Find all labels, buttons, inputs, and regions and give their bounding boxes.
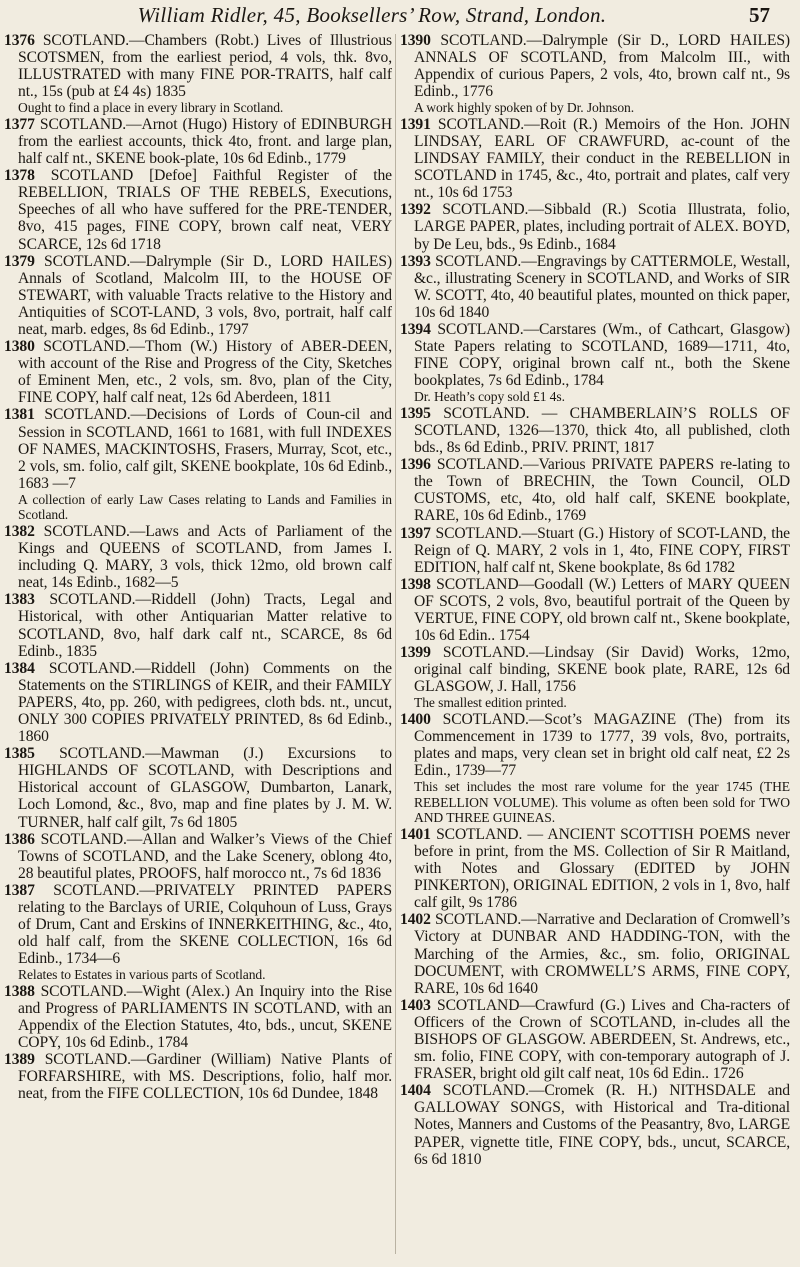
lot-number: 1382 bbox=[4, 522, 35, 540]
lot-number: 1397 bbox=[400, 524, 431, 542]
entry-note: Ought to find a place in every library in Scotland. bbox=[18, 100, 284, 116]
catalogue-entry bbox=[400, 711, 790, 779]
entry-description: SCOTLAND.—Narrative and Declaration of Cromwell’s Victory at DUNBAR AND HADDING-TON, with the Marching of the Armies, &c., sm. folio, ORIGINAL DOCUMENT, with CROMWELL’S ARMS, FINE COPY, RARE, 10s 6d 1640 bbox=[414, 911, 790, 997]
entry-description: SCOTLAND.—Riddell (John) Tracts, Legal and Historical, with other Antiquarian Matter relative to SCOTLAND, 8vo, half dark calf nt., SCARCE, 8s 6d Edinb., 1835 bbox=[18, 591, 392, 660]
entry-description: SCOTLAND.—Arnot (Hugo) History of EDINBURGH from the earliest accounts, thick 4to, front. and large plan, half calf nt., SKENE book-plate, 10s 6d Edinb., 1779 bbox=[18, 115, 392, 168]
catalogue-entry bbox=[400, 201, 790, 252]
entry-note: Dr. Heath’s copy sold £1 4s. bbox=[414, 389, 565, 405]
lot-number: 1401 bbox=[400, 825, 431, 843]
page-number: 57 bbox=[749, 3, 770, 27]
column-divider bbox=[395, 34, 396, 1254]
catalogue-entry bbox=[4, 831, 392, 882]
lot-number: 1392 bbox=[400, 201, 431, 219]
catalogue-entry bbox=[400, 1082, 790, 1167]
entry-description: SCOTLAND.—Wight (Alex.) An Inquiry into the Rise and Progress of PARLIAMENTS IN SCOTLAND, with an Appendix of the Election Statutes, 4to, bds., uncut, SKENE COPY, 10s 6d Edinb., 1784 bbox=[18, 982, 392, 1052]
catalogue-entry bbox=[400, 32, 790, 100]
catalogue-entry bbox=[400, 576, 790, 644]
entry-description: SCOTLAND.—Mawman (J.) Excursions to HIGHLANDS OF SCOTLAND, with Descriptions and Historical account of GLASGOW, Dumbarton, Lanark, Loch Lomond, &c., 8vo, map and fine plates by J. M. W. TURNER, half calf gilt, 7s 6d 1805 bbox=[18, 745, 392, 831]
lot-number: 1380 bbox=[4, 338, 35, 356]
entry-note: A work highly spoken of by Dr. Johnson. bbox=[414, 100, 635, 116]
lot-number: 1394 bbox=[400, 321, 431, 338]
catalogue-entry bbox=[400, 911, 790, 996]
entry-description: SCOTLAND.—Lindsay (Sir David) Works, 12mo, original calf binding, SKENE book plate, RARE, 12s 6d GLASGOW, J. Hall, 1756 bbox=[414, 644, 790, 696]
right-column bbox=[400, 32, 790, 1258]
lot-number: 1402 bbox=[400, 911, 431, 929]
lot-number: 1381 bbox=[4, 406, 35, 424]
entry-description: SCOTLAND.—Decisions of Lords of Coun-cil and Session in SCOTLAND, 1661 to 1681, with full INDEXES OF NAMES, MACKINTOSHS, Frasers, Murray, Scot, etc., 2 vols, sm. folio, calf gilt, SKENE bookplate, 10s 6d Edinb., 1683 —7 bbox=[18, 406, 392, 492]
catalogue-entry bbox=[4, 660, 392, 745]
running-head-title: William Ridler, 45, Booksellers’ Row, Strand, London. bbox=[137, 3, 607, 27]
lot-number: 1398 bbox=[400, 575, 431, 593]
entry-description: SCOTLAND.—Cromek (R. H.) NITHSDALE and GALLOWAY SONGS, with Historical and Tra-ditional Notes, Manners and Customs of the Peasantry, 8vo, LARGE PAPER, vignette title, FINE COPY, bds., uncut, SCARCE, 6s 6d 1810 bbox=[414, 1082, 790, 1168]
catalogue-entry bbox=[4, 253, 392, 338]
entry-description: SCOTLAND.—Roit (R.) Memoirs of the Hon. JOHN LINDSAY, EARL OF CRAWFURD, ac-count of the LINDSAY FAMILY, their conduct in the REBELLION in SCOTLAND in 1745, &c., 4to, portrait and plates, calf very nt., 10s 6d 1753 bbox=[414, 115, 790, 202]
lot-number: 1395 bbox=[400, 404, 431, 422]
entry-description: SCOTLAND. — ANCIENT SCOTTISH POEMS never before in print, from the MS. Collection of Sir R Maitland, with Notes and Glossary (EDITED by JOHN PINKERTON), ORIGINAL EDITION, 2 vols in 1, 8vo, half calf gilt, 9s 1786 bbox=[414, 825, 790, 912]
lot-number: 1379 bbox=[4, 252, 35, 270]
lot-number: 1404 bbox=[400, 1082, 431, 1100]
entry-description: SCOTLAND.—Dalrymple (Sir D., LORD HAILES) ANNALS OF SCOTLAND, from Malcolm III., with Appendix of curious Papers, 2 vols, 4to, brown calf nt., 9s Edinb., 1776 bbox=[414, 32, 790, 101]
lot-number: 1396 bbox=[400, 456, 431, 474]
entry-description: SCOTLAND.—Riddell (John) Comments on the Statements on the STIRLINGS of KEIR, and their FAMILY PAPERS, 4to, pp. 260, with pedigrees, cloth bds. nt., uncut, ONLY 300 COPIES PRIVATELY PRINTED, 8s 6d Edinb., 1860 bbox=[18, 659, 392, 746]
catalogue-entry bbox=[400, 644, 790, 695]
catalogue-entry bbox=[400, 405, 790, 456]
entry-description: SCOTLAND.—Stuart (G.) History of SCOT-LAND, the Reign of Q. MARY, 2 vols in 1, 4to, FINE COPY, FIRST EDITION, half calf nt, Skene bookplate, 8s 6d 1782 bbox=[414, 524, 790, 576]
entry-description: SCOTLAND.—Scot’s MAGAZINE (The) from its Commencement in 1739 to 1777, 39 vols, 8vo, portraits, plates and maps, very clean set in bright old calf neat, £2 2s Edin., 1739—77 bbox=[414, 710, 790, 780]
catalogue-entry bbox=[4, 406, 392, 491]
catalogue-entry bbox=[4, 32, 392, 100]
lot-number: 1399 bbox=[400, 644, 431, 662]
catalogue-entry bbox=[400, 321, 790, 389]
catalogue-entry bbox=[400, 525, 790, 576]
entry-description: SCOTLAND.—Gardiner (William) Native Plants of FORFARSHIRE, with MS. Descriptions, folio, half mor. neat, from the FIFE COLLECTION, 10s 6d Dundee, 1848 bbox=[18, 1051, 392, 1103]
entry-description: SCOTLAND.—Various PRIVATE PAPERS re-lating to the Town of BRECHIN, the Town Council, OLD CUSTOMS, etc, 4to, old half calf, SKENE bookplate, RARE, 10s 6d Edinb., 1769 bbox=[414, 456, 790, 525]
lot-number: 1391 bbox=[400, 115, 431, 133]
lot-number: 1383 bbox=[4, 591, 35, 609]
catalogue-entry bbox=[400, 456, 790, 524]
entry-note: The smallest edition printed. bbox=[414, 695, 567, 711]
entry-note: Relates to Estates in various parts of Scotland. bbox=[18, 967, 266, 983]
entry-description: SCOTLAND.—Dalrymple (Sir D., LORD HAILES) Annals of Scotland, Malcolm III, to the HOUSE OF STEWART, with valuable Tracts relative to the History and Antiquities of SCOT-LAND, 3 vols, 8vo, portrait, half calf neat, marb. edges, 8s 6d Edinb., 1797 bbox=[18, 252, 392, 338]
entry-description: SCOTLAND—Goodall (W.) Letters of MARY QUEEN OF SCOTS, 2 vols, 8vo, beautiful portrait of the Queen by VERTUE, FINE COPY, old brown calf nt., Skene bookplate, 10s 6d Edin.. 1754 bbox=[414, 575, 790, 645]
entry-description: SCOTLAND.—Chambers (Robt.) Lives of Illustrious SCOTSMEN, from the earliest period, 4 vols, thk. 8vo, ILLUSTRATED with many FINE POR-TRAITS, half calf nt., 15s (pub at £4 4s) 1835 bbox=[18, 32, 392, 101]
entry-note: This set includes the most rare volume for the year 1745 (THE REBELLION VOLUME). This volume as often been sold for TWO AND THREE GUINEAS. bbox=[414, 779, 790, 826]
catalogue-entry bbox=[4, 116, 392, 167]
entry-description: SCOTLAND [Defoe] Faithful Register of the REBELLION, TRIALS OF THE REBELS, Executions, Speeches of all who have suffered for the PRE-TENDER, 8vo, 415 pages, FINE COPY, brown calf neat, VERY SCARCE, 12s 6d 1718 bbox=[18, 167, 392, 253]
entry-description: SCOTLAND.—Laws and Acts of Parliament of the Kings and QUEENS of SCOTLAND, from James I. including Q. MARY, 3 vols, thick 12mo, old brown calf neat, 14s Edinb., 1682—5 bbox=[18, 522, 392, 592]
catalogue-entry bbox=[4, 1051, 392, 1102]
lot-number: 1389 bbox=[4, 1051, 35, 1069]
entry-description: SCOTLAND.—Allan and Walker’s Views of the Chief Towns of SCOTLAND, and the Lake Scenery, oblong 4to, 28 beautiful plates, PROOFS, half morocco nt., 7s 6d 1836 bbox=[18, 830, 392, 882]
lot-number: 1386 bbox=[4, 830, 35, 848]
lot-number: 1388 bbox=[4, 982, 35, 1000]
catalogue-entry bbox=[400, 997, 790, 1082]
entry-description: SCOTLAND. — CHAMBERLAIN’S ROLLS OF SCOTLAND, 1326—1370, thick 4to, all published, cloth bds., 8s 6d Edinb., PRIV. PRINT, 1817 bbox=[414, 404, 790, 457]
entry-description: SCOTLAND.—PRIVATELY PRINTED PAPERS relating to the Barclays of URIE, Colquhoun of Luss, Grays of Drum, Cant and Erskins of INNERKEITHING, &c., 4to, old half calf, from the SKENE COLLECTION, 16s 6d Edinb., 1734—6 bbox=[18, 881, 392, 968]
catalogue-entry bbox=[4, 882, 392, 967]
lot-number: 1385 bbox=[4, 745, 35, 763]
lot-number: 1376 bbox=[4, 32, 35, 49]
catalogue-entry bbox=[4, 523, 392, 591]
entry-description: SCOTLAND.—Engravings by CATTERMOLE, Westall, &c., illustrating Scenery in SCOTLAND, and Works of SIR W. SCOTT, 4to, 40 beautiful plates, mounted on thick paper, 10s 6d 1840 bbox=[414, 252, 790, 321]
catalogue-entry bbox=[400, 826, 790, 911]
catalogue-entry bbox=[4, 983, 392, 1051]
entry-note: A collection of early Law Cases relating to Lands and Families in Scotland. bbox=[18, 491, 392, 523]
lot-number: 1384 bbox=[4, 659, 35, 677]
catalogue-entry bbox=[4, 167, 392, 252]
lot-number: 1387 bbox=[4, 881, 35, 899]
lot-number: 1403 bbox=[400, 996, 431, 1014]
left-column bbox=[4, 32, 392, 1258]
lot-number: 1393 bbox=[400, 252, 431, 270]
lot-number: 1390 bbox=[400, 32, 431, 49]
catalogue-entry bbox=[4, 338, 392, 406]
catalogue-entry bbox=[400, 253, 790, 321]
entry-description: SCOTLAND.—Thom (W.) History of ABER-DEEN, with account of the Rise and Progress of the City, Sketches of Eminent Men, etc., 2 vols, sm. 8vo, plan of the City, FINE COPY, half calf neat, 12s 6d Aberdeen, 1811 bbox=[18, 338, 392, 407]
catalogue-entry bbox=[4, 745, 392, 830]
entry-description: SCOTLAND.—Sibbald (R.) Scotia Illustrata, folio, LARGE PAPER, plates, including portrait of ALEX. BOYD, by De Leu, bds., 9s Edinb., 1684 bbox=[414, 201, 790, 253]
lot-number: 1377 bbox=[4, 115, 35, 133]
running-head bbox=[0, 2, 800, 30]
catalogue-entry bbox=[4, 591, 392, 659]
lot-number: 1400 bbox=[400, 710, 431, 728]
lot-number: 1378 bbox=[4, 167, 35, 185]
entry-description: SCOTLAND—Crawfurd (G.) Lives and Cha-racters of Officers of the Crown of SCOTLAND, in-cludes all the BISHOPS OF GLASGOW. ABERDEEN, St. Andrews, etc., sm. folio, FINE COPY, with con-temporary autograph of J. FRASER, bright old gilt calf neat, 10s 6d Edin.. 1726 bbox=[414, 996, 790, 1083]
entry-description: SCOTLAND.—Carstares (Wm., of Cathcart, Glasgow) State Papers relating to SCOTLAND, 1689—1711, 4to, FINE COPY, original brown calf nt., both the Skene bookplates, 7s 6d Edinb., 1784 bbox=[414, 321, 790, 390]
catalogue-entry bbox=[400, 116, 790, 201]
